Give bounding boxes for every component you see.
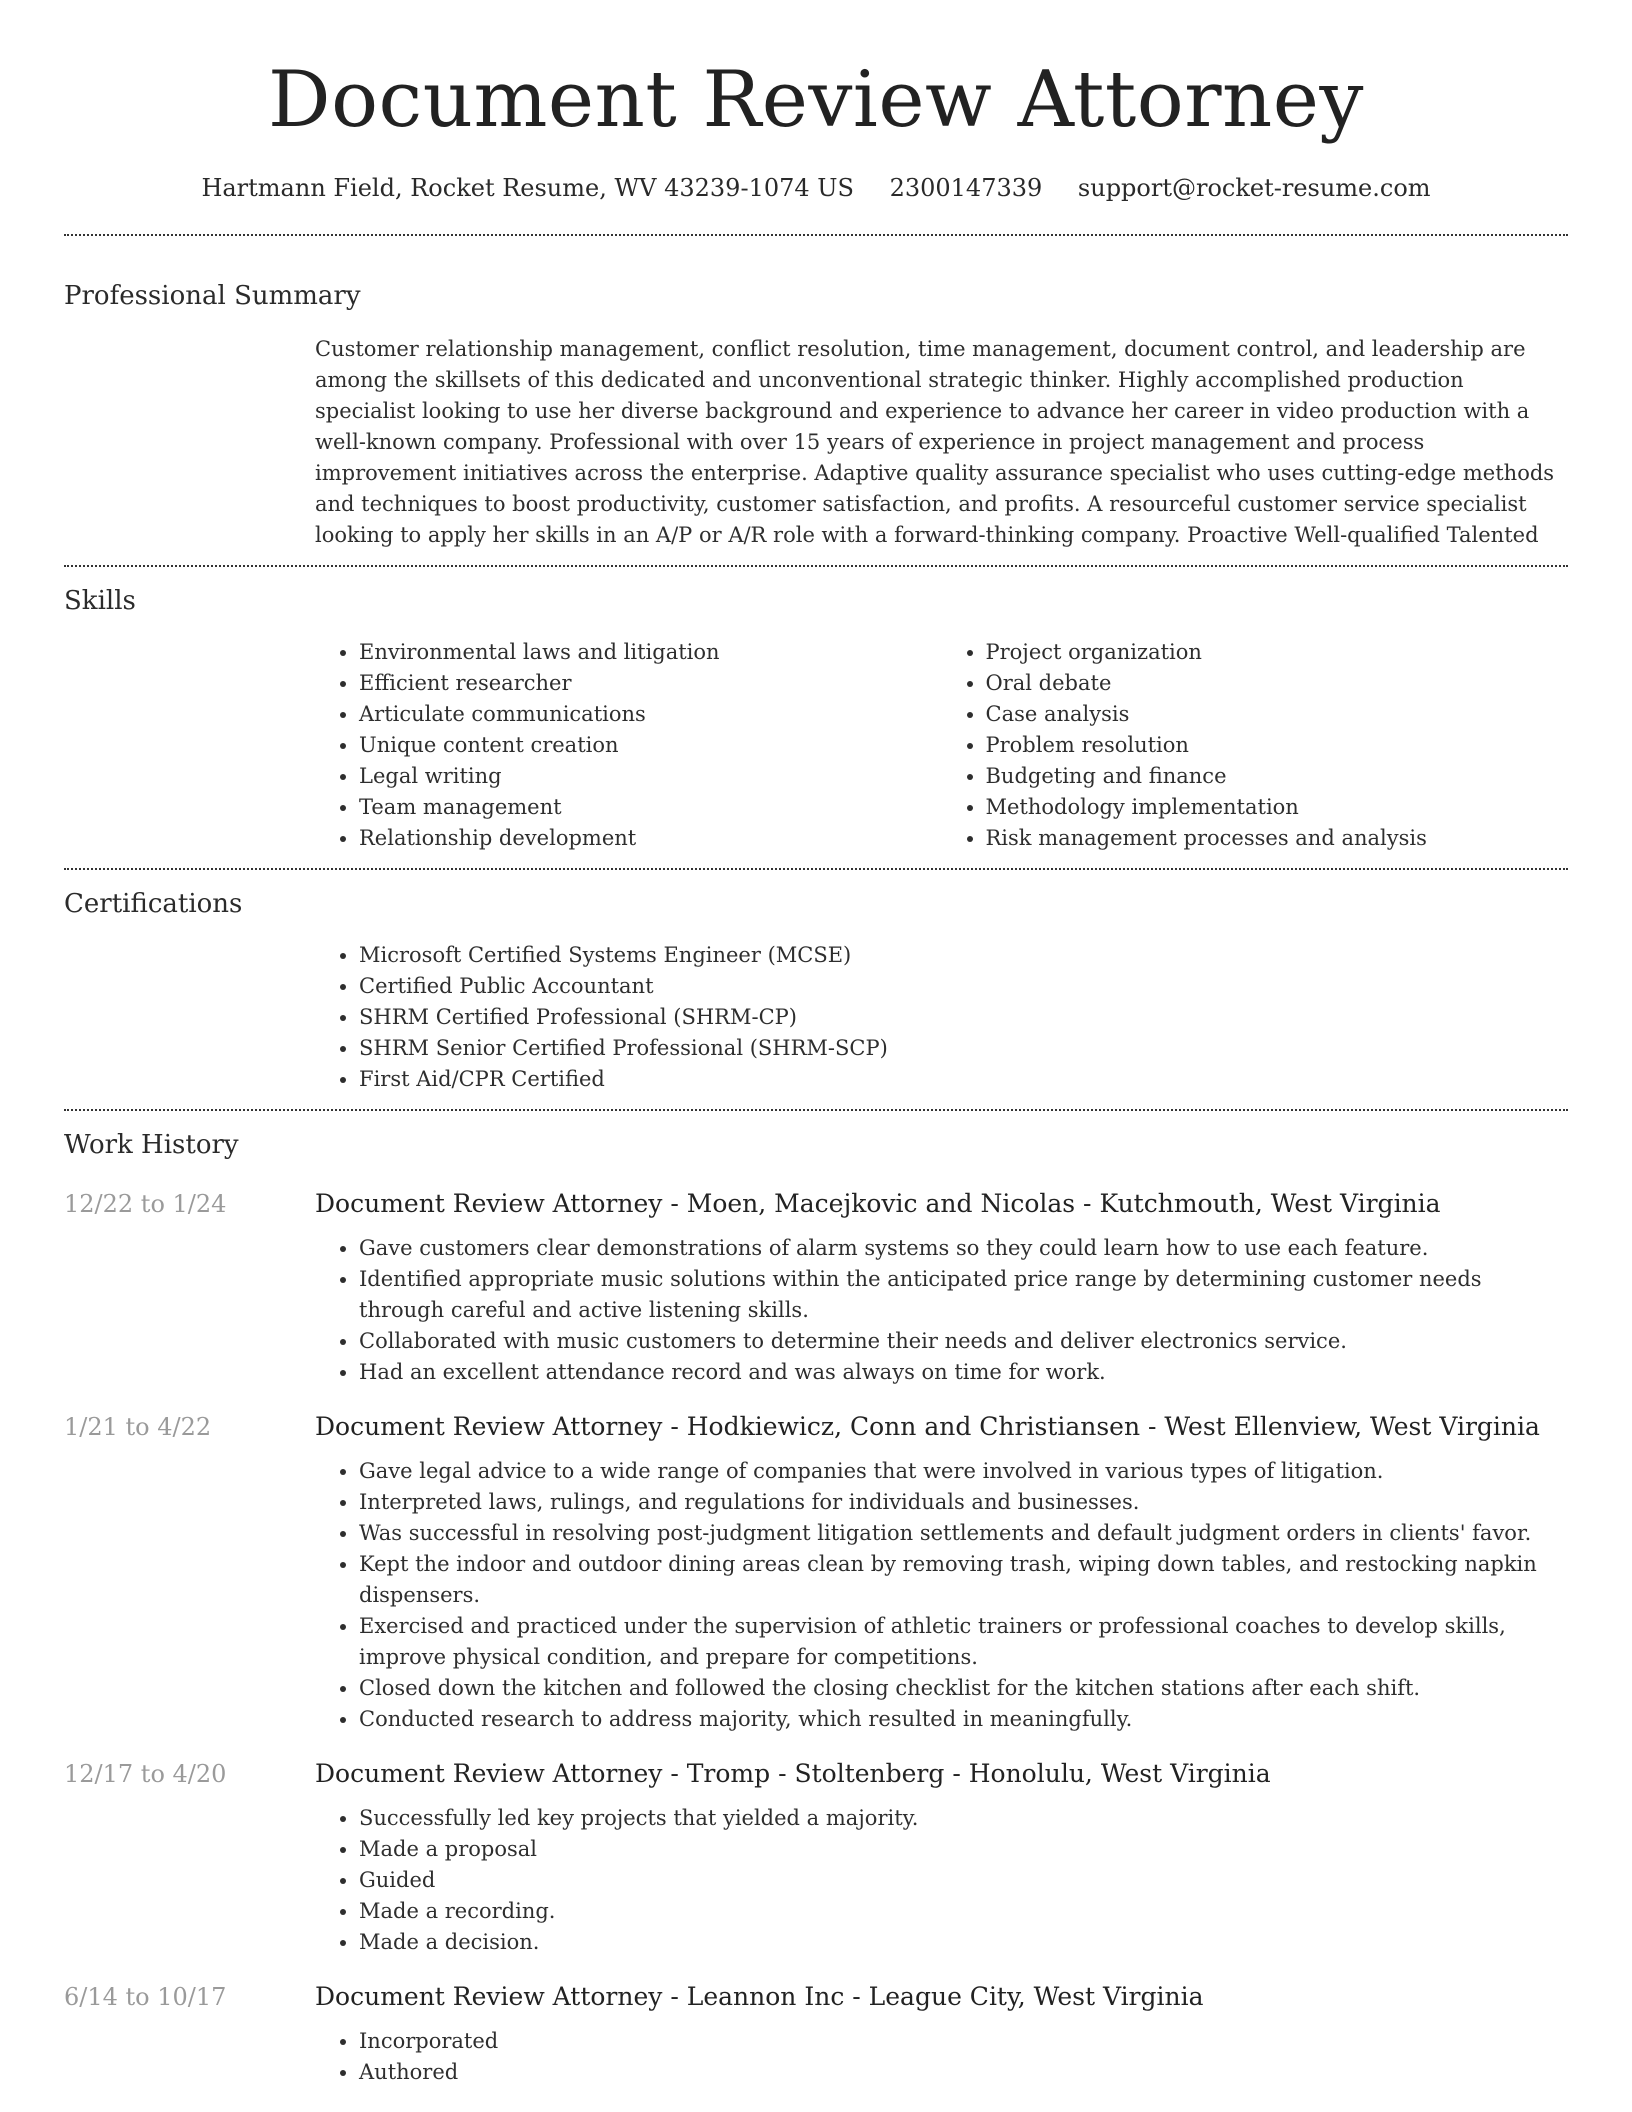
- job-bullet: • Gave customers clear demonstrations of alarm systems so they could learn how to use each feature.: [359, 1233, 1568, 1264]
- contact-email[interactable]: support@rocket-resume.com: [1077, 174, 1431, 202]
- certifications-heading: Certifications: [64, 889, 243, 919]
- certifications-list: [315, 940, 1568, 1095]
- certification-item: • First Aid/CPR Certified: [359, 1064, 1568, 1095]
- skill-item: • Relationship development: [359, 823, 942, 854]
- jobs-container: [64, 1187, 1568, 2088]
- job-dates: 12/22 to 1/24: [64, 1190, 227, 1218]
- skills-list-right: [942, 637, 1569, 854]
- job-bullet: • Gave legal advice to a wide range of companies that were involved in various types of litigation.: [359, 1456, 1568, 1487]
- job-bullet: • Exercised and practiced under the supervision of athletic trainers or professional coaches to develop skills, improve physical condition, and prepare for competitions.: [359, 1611, 1568, 1673]
- summary-heading: Professional Summary: [64, 281, 361, 311]
- contact-address: Hartmann Field, Rocket Resume, WV 43239-1074 US: [201, 174, 854, 202]
- job-heading: Document Review Attorney - Leannon Inc - League City, West Virginia: [315, 1982, 1204, 2011]
- skill-item: • Unique content creation: [359, 730, 942, 761]
- job-bullets: [315, 2026, 1568, 2088]
- skill-item: • Budgeting and finance: [986, 761, 1569, 792]
- job-bullets: [315, 1456, 1568, 1735]
- certification-item: • Microsoft Certified Systems Engineer (MCSE): [359, 940, 1568, 971]
- skill-item: • Risk management processes and analysis: [986, 823, 1569, 854]
- summary-text: Customer relationship management, conflict resolution, time management, document control, and leadership are among the skillsets of this dedicated and unconventional strategic thinker. Highly accomplished production specialist looking to use her diverse background and experience to advance her career in video production with a well-known company. Professional with over 15 years of experience in project management and process improvement initiatives across the enterprise. Adaptive quality assurance specialist who uses cutting-edge methods and techniques to boost productivity, customer satisfaction, and profits. A resourceful customer service specialist looking to apply her skills in an A/P or A/R role with a forward-thinking company. Proactive Well-qualified Talented: [315, 337, 1555, 547]
- skill-item: • Problem resolution: [986, 730, 1569, 761]
- certification-item: • SHRM Certified Professional (SHRM-CP): [359, 1002, 1568, 1033]
- job-entry: [64, 1757, 1568, 1958]
- job-heading: Document Review Attorney - Tromp - Stoltenberg - Honolulu, West Virginia: [315, 1759, 1271, 1788]
- skills-section: [64, 567, 1568, 868]
- job-entry: [64, 1980, 1568, 2088]
- skills-list-left: [315, 637, 942, 854]
- job-dates: 6/14 to 10/17: [64, 1983, 227, 2011]
- skill-item: • Oral debate: [986, 668, 1569, 699]
- job-bullet: • Interpreted laws, rulings, and regulations for individuals and businesses.: [359, 1487, 1568, 1518]
- job-bullet: • Was successful in resolving post-judgment litigation settlements and default judgment orders in clients' favor.: [359, 1518, 1568, 1549]
- job-bullet: • Made a decision.: [359, 1927, 1568, 1958]
- certifications-section: [64, 870, 1568, 1109]
- skill-item: • Methodology implementation: [986, 792, 1569, 823]
- job-body: [315, 1757, 1568, 1958]
- job-dates: 1/21 to 4/22: [64, 1413, 212, 1441]
- job-entry: [64, 1410, 1568, 1735]
- job-heading: Document Review Attorney - Moen, Macejkovic and Nicolas - Kutchmouth, West Virginia: [315, 1189, 1441, 1218]
- job-bullet: • Conducted research to address majority, which resulted in meaningfully.: [359, 1704, 1568, 1735]
- skill-item: • Team management: [359, 792, 942, 823]
- job-bullet: • Kept the indoor and outdoor dining areas clean by removing trash, wiping down tables, and restocking napkin dispensers.: [359, 1549, 1568, 1611]
- certification-item: • Certified Public Accountant: [359, 971, 1568, 1002]
- job-heading: Document Review Attorney - Hodkiewicz, Conn and Christiansen - West Ellenview, West Virginia: [315, 1412, 1540, 1441]
- job-body: [315, 1410, 1568, 1735]
- job-dates: 12/17 to 4/20: [64, 1760, 227, 1788]
- job-bullet: • Successfully led key projects that yielded a majority.: [359, 1803, 1568, 1834]
- job-bullet: • Collaborated with music customers to determine their needs and deliver electronics service.: [359, 1326, 1568, 1357]
- skill-item: • Environmental laws and litigation: [359, 637, 942, 668]
- job-bullets: [315, 1803, 1568, 1958]
- skill-item: • Articulate communications: [359, 699, 942, 730]
- job-bullet: • Identified appropriate music solutions within the anticipated price range by determining customer needs through careful and active listening skills.: [359, 1264, 1568, 1326]
- work-heading: Work History: [64, 1130, 239, 1160]
- skill-item: • Efficient researcher: [359, 668, 942, 699]
- work-section: [64, 1111, 1568, 2102]
- certification-item: • SHRM Senior Certified Professional (SHRM-SCP): [359, 1033, 1568, 1064]
- job-bullet: • Closed down the kitchen and followed the closing checklist for the kitchen stations after each shift.: [359, 1673, 1568, 1704]
- job-bullet: • Made a proposal: [359, 1834, 1568, 1865]
- job-entry: [64, 1187, 1568, 1388]
- skills-heading: Skills: [64, 586, 136, 616]
- skill-item: • Project organization: [986, 637, 1569, 668]
- candidate-name: Document Review Attorney: [268, 55, 1364, 145]
- job-bullets: [315, 1233, 1568, 1388]
- resume-page: [64, 0, 1568, 2102]
- job-body: [315, 1980, 1568, 2088]
- job-bullet: • Had an excellent attendance record and was always on time for work.: [359, 1357, 1568, 1388]
- job-bullet: • Made a recording.: [359, 1896, 1568, 1927]
- summary-content: [315, 334, 1568, 551]
- job-bullet: • Guided: [359, 1865, 1568, 1896]
- contact-phone: 2300147339: [889, 174, 1043, 202]
- summary-section: [64, 236, 1568, 565]
- job-bullet: • Incorporated: [359, 2026, 1568, 2057]
- certifications-content: [315, 940, 1568, 1095]
- contact-line: [64, 172, 1568, 204]
- skill-item: • Case analysis: [986, 699, 1569, 730]
- job-bullet: • Authored: [359, 2057, 1568, 2088]
- skills-content: [315, 637, 1568, 854]
- job-body: [315, 1187, 1568, 1388]
- skill-item: • Legal writing: [359, 761, 942, 792]
